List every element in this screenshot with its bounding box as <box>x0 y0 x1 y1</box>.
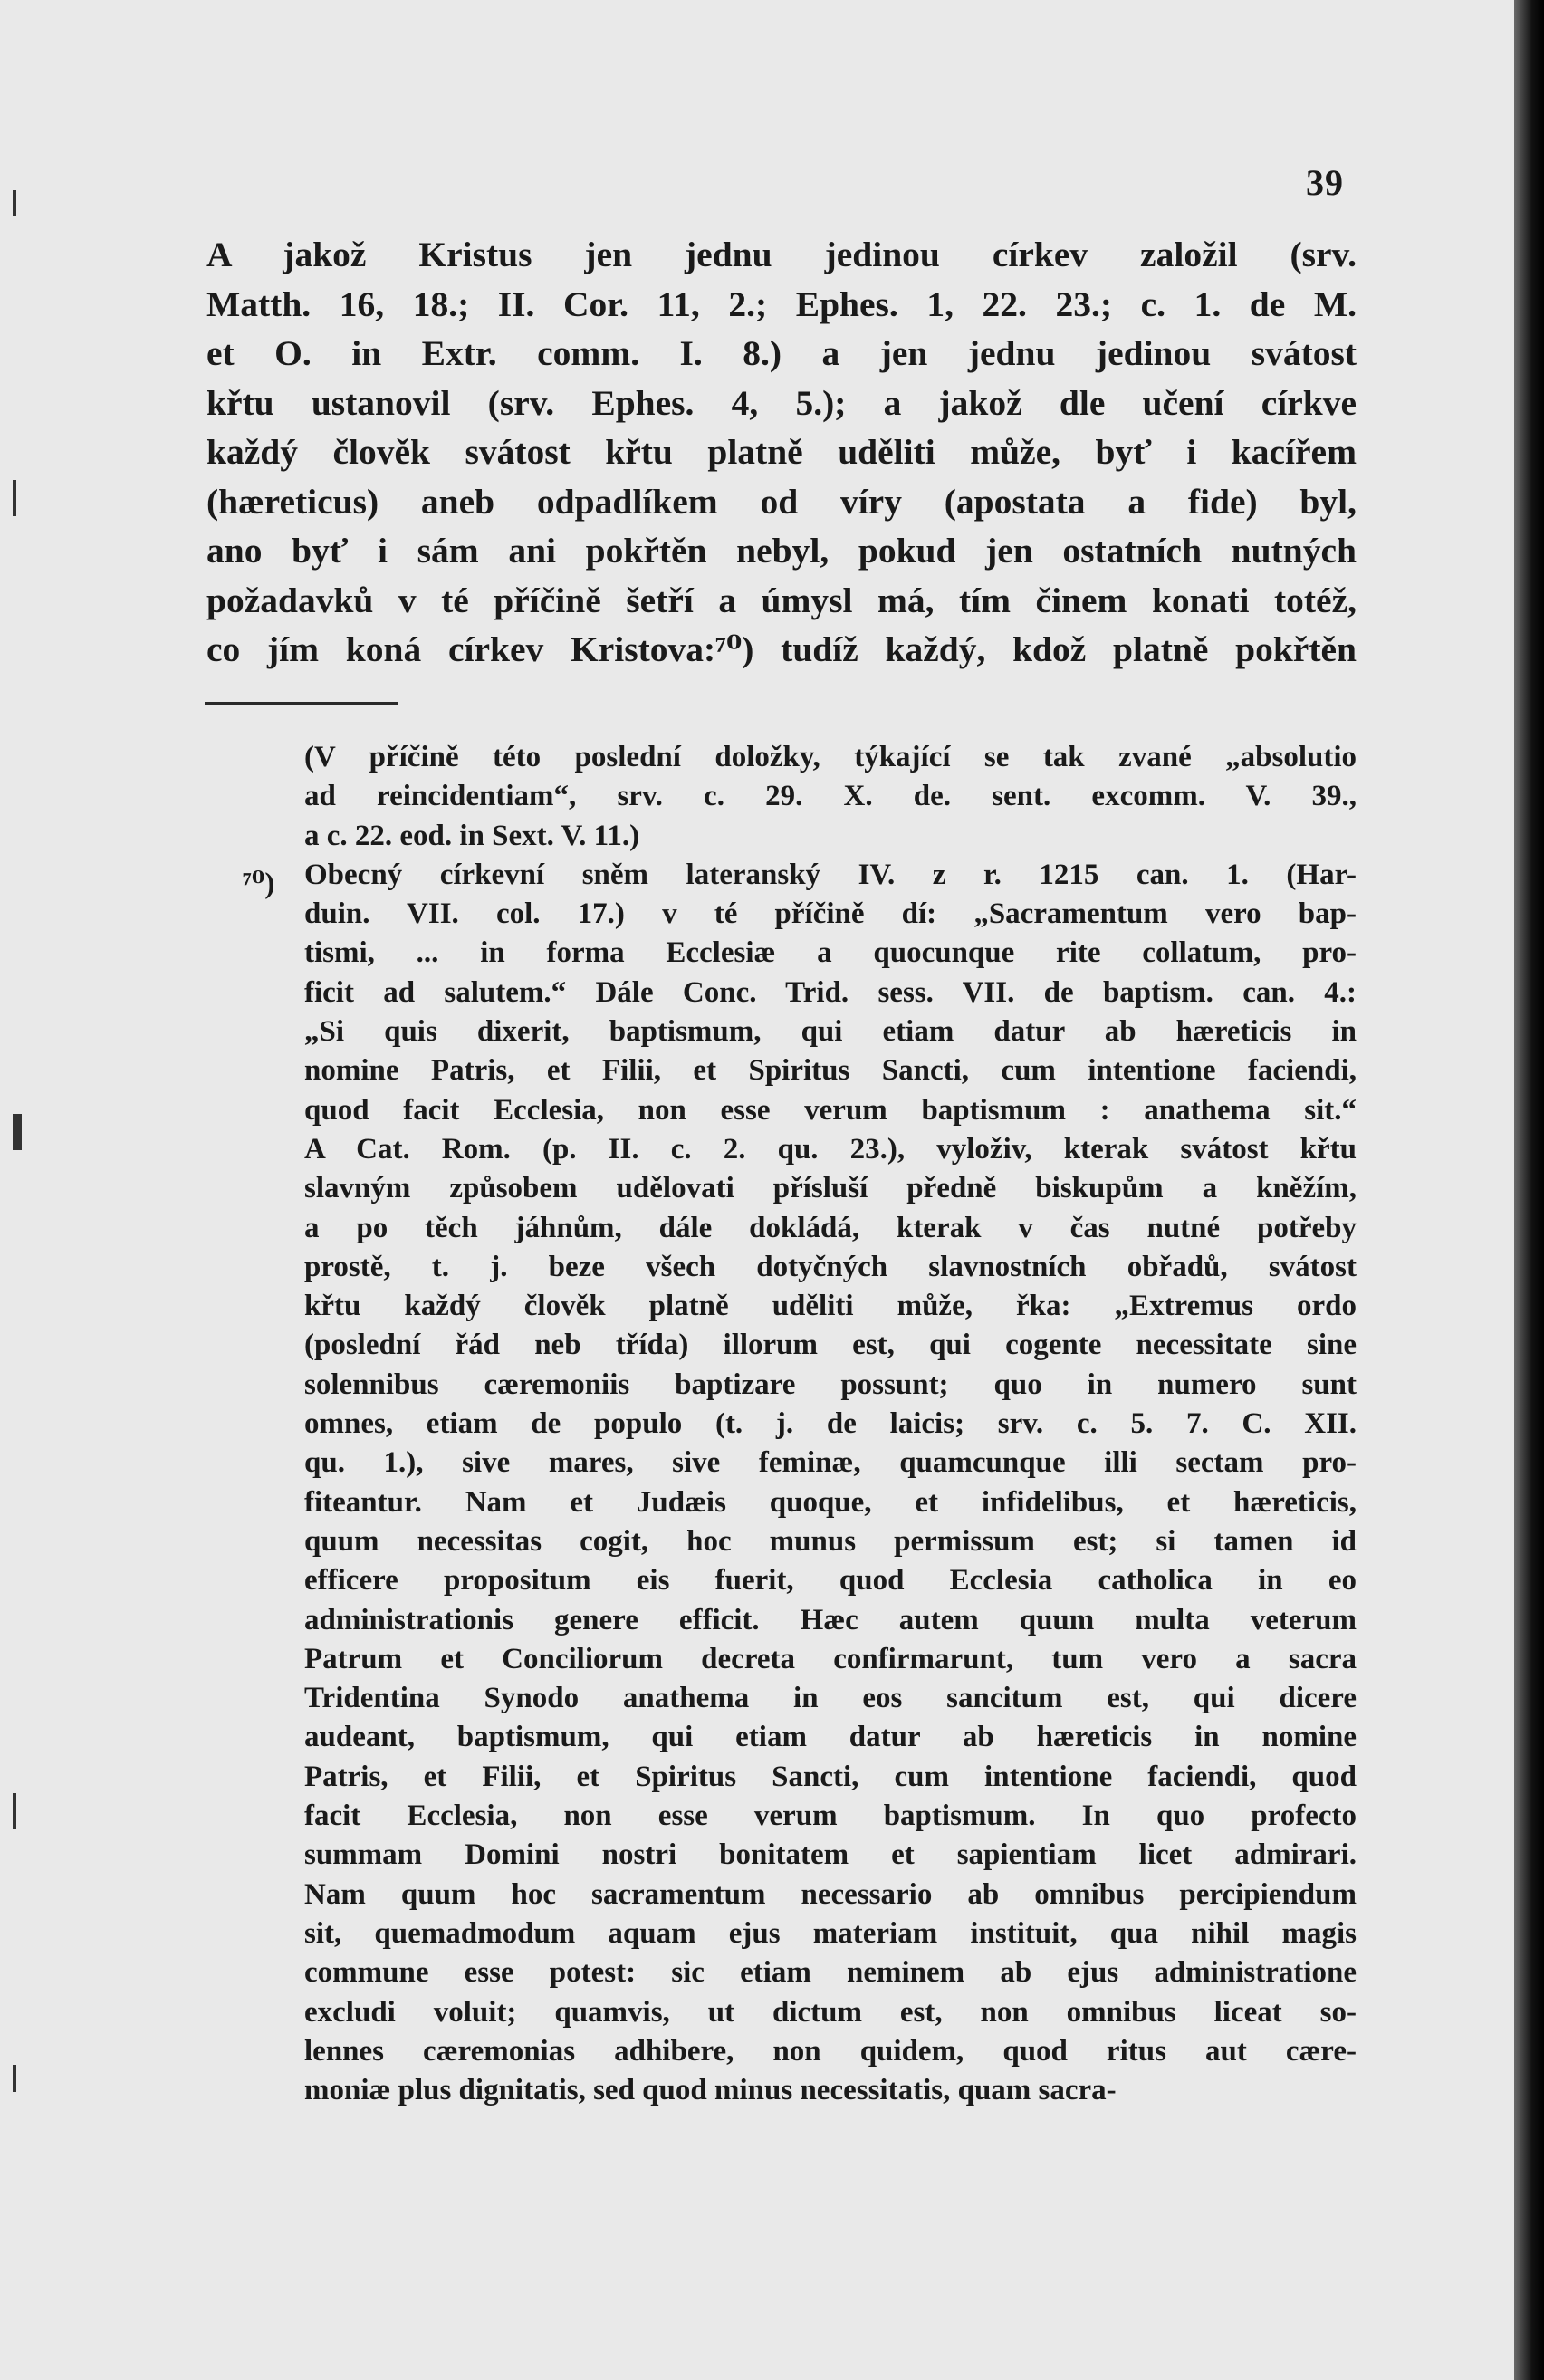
footnote-line: quum necessitas cogit, hoc munus permissum est; si tamen id <box>304 1524 1357 1558</box>
footnote-line: A Cat. Rom. (p. II. c. 2. qu. 23.), vyloživ, kterak svátost křtu <box>304 1132 1357 1166</box>
footnote-line: slavným způsobem udělovati přísluší předně biskupům a kněžím, <box>304 1172 1357 1205</box>
footnote-line: ficit ad salutem.“ Dále Conc. Trid. sess. VII. de baptism. can. 4.: <box>304 975 1357 1009</box>
footnote-line: sit, quemadmodum aquam ejus materiam instituit, qua nihil magis <box>304 1916 1357 1950</box>
footnote-line: (V příčině této poslední doložky, týkající se tak zvané „absolutio <box>304 741 1357 773</box>
margin-tick <box>13 190 16 216</box>
footnote-line: audeant, baptismum, qui etiam datur ab hæreticis in nomine <box>304 1721 1357 1754</box>
footnote-line: Patrum et Conciliorum decreta confirmarunt, tum vero a sacra <box>304 1642 1357 1675</box>
footnote-line: moniæ plus dignitatis, sed quod minus necessitatis, quam sacra- <box>304 2074 1117 2107</box>
footnote-line: Obecný církevní sněm lateranský IV. z r. 1215 can. 1. (Har- <box>304 858 1357 891</box>
body-line: křtu ustanovil (srv. Ephes. 4, 5.); a jakož dle učení církve <box>206 382 1357 423</box>
body-line: co jím koná církev Kristova:⁷⁰) tudíž každý, kdož platně pokřtěn <box>206 629 1357 669</box>
footnote-divider <box>205 702 398 705</box>
footnote-line: (poslední řád neb třída) illorum est, qui cogente necessitate sine <box>304 1329 1357 1362</box>
footnote-line: efficere propositum eis fuerit, quod Ecclesia catholica in eo <box>304 1564 1357 1598</box>
footnote-line: a po těch jáhnům, dále dokládá, kterak v čas nutné potřeby <box>304 1211 1357 1244</box>
footnote-line: facit Ecclesia, non esse verum baptismum. In quo profecto <box>304 1799 1357 1833</box>
body-line: (hæreticus) aneb odpadlíkem od víry (apostata a fide) byl, <box>206 481 1357 522</box>
footnote-line: summam Domini nostri bonitatem et sapientiam licet admirari. <box>304 1838 1357 1872</box>
footnote-line: křtu každý člověk platně uděliti může, řka: „Extremus ordo <box>304 1290 1357 1323</box>
body-line: ano byť i sám ani pokřtěn nebyl, pokud jen ostatních nutných <box>206 531 1357 571</box>
footnote-line: commune esse potest: sic etiam neminem ab ejus administratione <box>304 1956 1357 1990</box>
footnote-line: duin. VII. col. 17.) v té příčině dí: „Sacramentum vero bap- <box>304 897 1357 931</box>
body-text <box>206 230 1357 675</box>
footnote-line: Nam quum hoc sacramentum necessario ab omnibus percipiendum <box>304 1877 1357 1911</box>
footnotes <box>304 738 1357 2110</box>
margin-tick <box>13 2065 16 2092</box>
footnote-line: „Si quis dixerit, baptismum, qui etiam datur ab hæreticis in <box>304 1015 1357 1049</box>
footnote-line: omnes, etiam de populo (t. j. de laicis; srv. c. 5. 7. C. XII. <box>304 1407 1357 1441</box>
footnote-line: a c. 22. eod. in Sext. V. 11.) <box>304 819 640 852</box>
body-line: každý člověk svátost křtu platně uděliti může, byť i kacířem <box>206 432 1357 472</box>
body-line: et O. in Extr. comm. I. 8.) a jen jednu jedinou svátost <box>206 333 1357 373</box>
footnote-line: solennibus cæremoniis baptizare possunt; quo in numero sunt <box>304 1368 1357 1401</box>
footnote-line: Tridentina Synodo anathema in eos sancitum est, qui dicere <box>304 1682 1357 1715</box>
margin-tick <box>13 1793 16 1829</box>
margin-tick <box>13 1114 22 1150</box>
footnote-line: tismi, ... in forma Ecclesiæ a quocunque rite collatum, pro- <box>304 936 1357 970</box>
body-line: Matth. 16, 18.; II. Cor. 11, 2.; Ephes. 1, 22. 23.; c. 1. de M. <box>206 283 1357 324</box>
footnote-line: administrationis genere efficit. Hæc autem quum multa veterum <box>304 1603 1357 1636</box>
footnote-line: excludi voluit; quamvis, ut dictum est, non omnibus liceat so- <box>304 1995 1357 2029</box>
margin-tick <box>13 480 16 516</box>
page-number: 39 <box>1306 162 1344 203</box>
footnote-marker: ⁷⁰) <box>243 868 275 900</box>
page-edge-shadow <box>1514 0 1544 2380</box>
footnote-line: fiteantur. Nam et Judæis quoque, et infidelibus, et hæreticis, <box>304 1485 1357 1519</box>
footnote-line: prostě, t. j. beze všech dotyčných slavnostních obřadů, svátost <box>304 1250 1357 1283</box>
footnote-line: Patris, et Filii, et Spiritus Sancti, cum intentione faciendi, quod <box>304 1760 1357 1793</box>
body-line: A jakož Kristus jen jednu jedinou církev založil (srv. <box>206 235 1357 274</box>
footnote-line: ad reincidentiam“, srv. c. 29. X. de. sent. excomm. V. 39., <box>304 780 1357 813</box>
footnote-line: lennes cæremonias adhibere, non quidem, quod ritus aut cære- <box>304 2034 1357 2068</box>
body-line: požadavků v té příčině šetří a úmysl má, tím činem konati totéž, <box>206 580 1357 620</box>
footnote-line: quod facit Ecclesia, non esse verum baptismum : anathema sit.“ <box>304 1093 1357 1127</box>
footnote-line: qu. 1.), sive mares, sive feminæ, quamcunque illi sectam pro- <box>304 1446 1357 1480</box>
footnote-line: nomine Patris, et Filii, et Spiritus Sancti, cum intentione faciendi, <box>304 1054 1357 1088</box>
